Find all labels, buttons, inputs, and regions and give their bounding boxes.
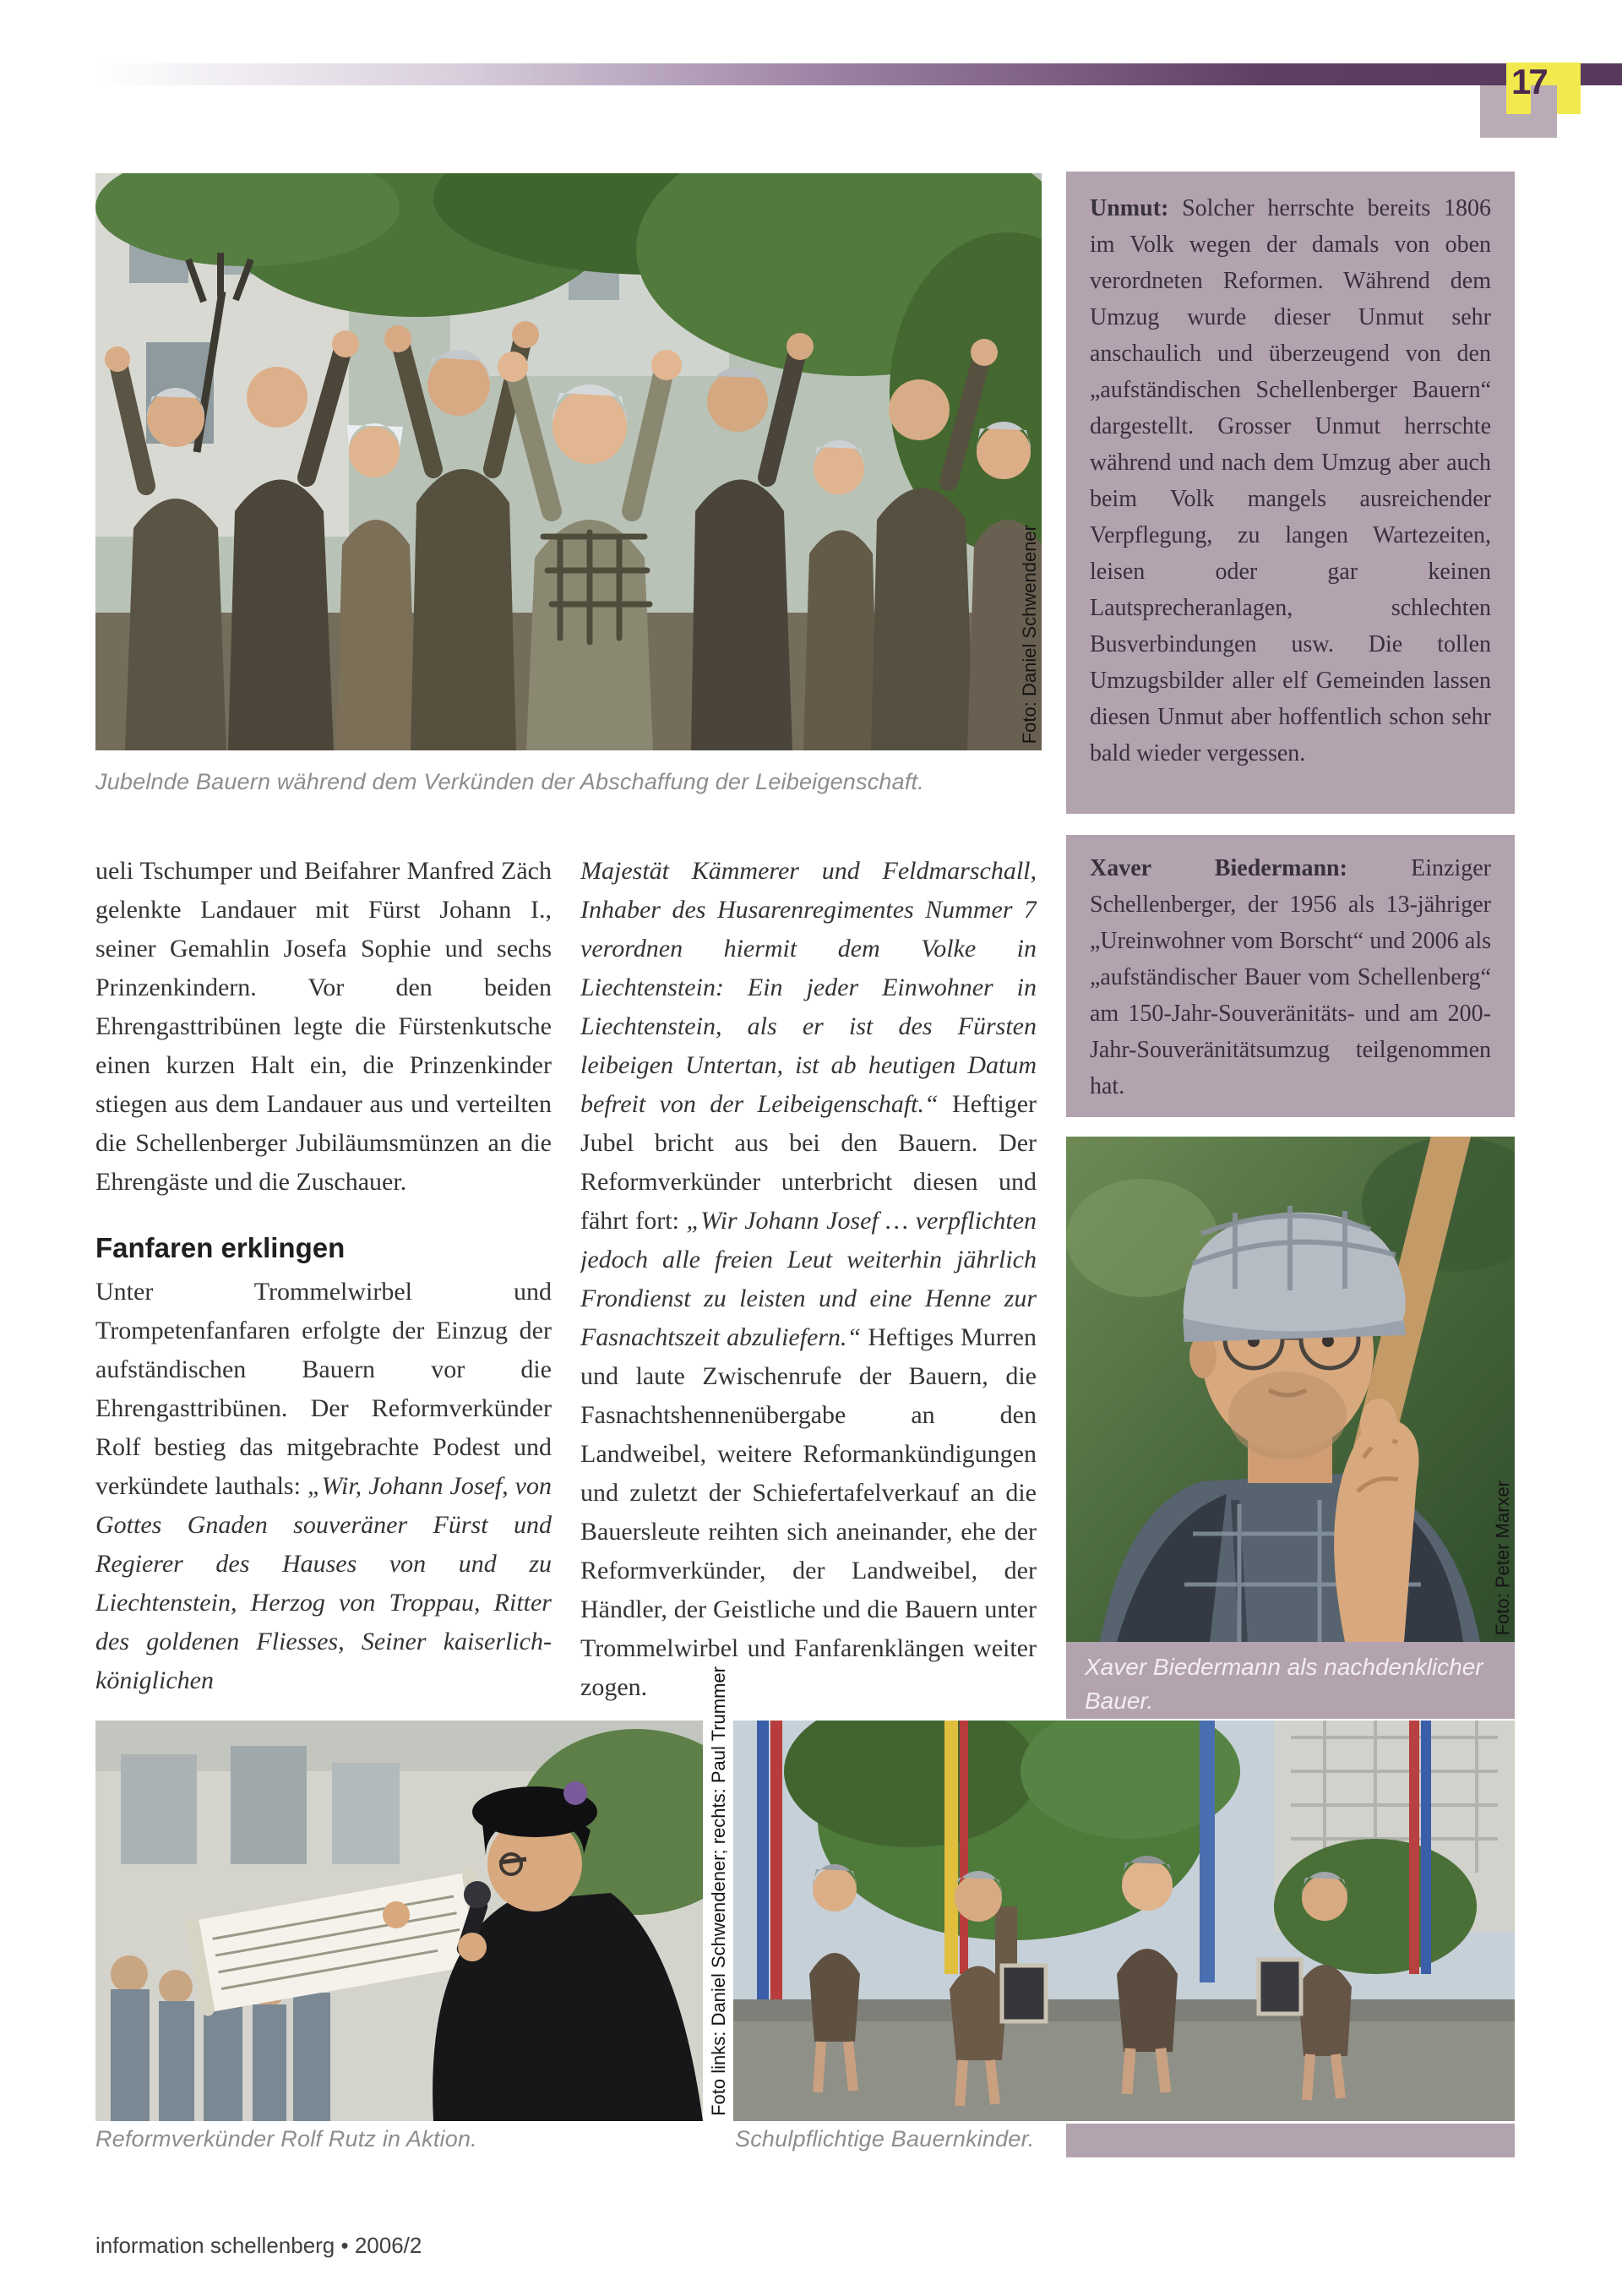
sidebar-xaver-body: Einziger Schellenberger, der 1956 als 13-jähriger „Ureinwohner vom Borscht“ und 2006 als „aufständischer Bauer vom Schellenberg“ am 150-Jahr-Souveränitäts- und am 200-Jahr-Souveränitätsumzug teilgenommen hat. — [1090, 855, 1491, 1099]
article-column-2 — [580, 852, 1037, 1726]
photo-bauernkinder — [733, 1721, 1515, 2121]
article-paragraph-3: Majestät Kämmerer und Feldmarschall, Inhaber des Husarenregimentes Nummer 7 verordnen hiermit dem Volke in Liechtenstein: Ein jeder Einwohner in Liechtenstein, als er ist des Fürsten leibeigen Untertan, ist ab heutigen Datum befreit von der Leibeigenschaft.“ Heftiger Jubel bricht aus bei den Bauern. Der Reformverkünder unterbricht diesen und fährt fort: „Wir Johann Josef … verpflichten jedoch alle freien Leut weiterhin jährlich Frondienst zu leisten und eine Henne zur Fasnachtszeit abzuliefern.“ Heftiges Murren und laute Zwischenrufe der Bauern, die Fasnachtshennenübergabe an den Landweibel, weitere Reformankündigungen und zuletzt der Schiefertafelverkauf an die Bauersleute reihten sich aneinander, ehe der Reformverkünder, der Landweibel, der Händler, der Geistliche und die Bauern unter Trommelwirbel und Fanfarenklängen weiter zogen. — [580, 857, 1037, 1701]
caption-block-portrait — [1066, 1642, 1515, 1719]
header-gradient-bar — [0, 63, 1622, 85]
sidebar-unmut-lead: Unmut: — [1090, 195, 1169, 221]
sidebar-unmut-body: Solcher herrschte bereits 1806 im Volk wegen der damals von oben verordneten Reformen. Während dem Umzug wurde dieser Unmut sehr anschaulich und überzeugend von den „aufständischen Schellenberger Bauern“ dargestellt. Grosser Unmut herrschte während und nach dem Umzug aber auch beim Volk mangels ausreichender Verpflegung, zu langen Wartezeiten, leisen oder gar keinen Lautsprecheranlagen, schlechten Busverbindungen usw. Die tollen Umzugsbilder aller elf Gemeinden lassen diesen Unmut aber hoffentlich schon sehr bald wieder vergessen. — [1090, 195, 1491, 766]
sidebar-box-xaver — [1066, 835, 1515, 1117]
photo-credit-portrait: Foto: Peter Marxer — [1492, 1480, 1513, 1635]
photo-cheering-farmers — [95, 173, 1042, 750]
caption-top-photo: Jubelnde Bauern während dem Verkünden der Abschaffung der Leibeigenschaft. — [95, 769, 924, 794]
photo-credit-top: Foto: Daniel Schwendener — [1019, 524, 1040, 744]
sidebar-unmut-text — [1090, 190, 1491, 772]
photo-xaver-biedermann — [1066, 1137, 1515, 1642]
sidebar-xaver-lead: Xaver Biedermann: — [1090, 855, 1347, 881]
photo-rolf-rutz — [95, 1721, 703, 2121]
article-heading: Fanfaren erklingen — [95, 1232, 346, 1263]
cheering-farmers-illustration — [95, 173, 1042, 750]
caption-bottom-right: Schulpflichtige Bauernkinder. — [735, 2126, 1035, 2151]
photo-credit-bottom: Foto links: Daniel Schwendener; rechts: Paul Trummer — [708, 1666, 729, 2116]
xaver-portrait-illustration — [1066, 1137, 1515, 1642]
footer-imprint: information schellenberg • 2006/2 — [95, 2233, 422, 2258]
sidebar-box-unmut — [1066, 172, 1515, 814]
article-column-1 — [95, 852, 552, 1721]
caption-portrait: Xaver Biedermann als nachdenklicher Bauer. — [1085, 1654, 1483, 1714]
sidebar-xaver-text — [1090, 850, 1491, 1104]
article-paragraph-1: ueli Tschumper und Beifahrer Manfred Zäch gelenkte Landauer mit Fürst Johann I., seiner Gemahlin Josefa Sophie und sechs Prinzenkindern. Vor den beiden Ehrengasttribünen legte die Fürstenkutsche einen kurzen Halt ein, die Prinzenkinder stiegen aus dem Landauer aus und verteilten die Schellenberger Jubiläumsmünzen an die Ehrengäste und die Zuschauer. — [95, 857, 552, 1196]
photo-credit-bottom-container — [703, 1666, 733, 2116]
decor-mauve-strip — [1066, 2124, 1515, 2157]
caption-bottom-left: Reformverkünder Rolf Rutz in Aktion. — [95, 2126, 477, 2151]
page-number: 17 — [1511, 62, 1546, 101]
rolf-rutz-illustration — [95, 1721, 703, 2121]
bauernkinder-illustration — [733, 1721, 1515, 2121]
article-paragraph-2: Unter Trommelwirbel und Trompetenfanfaren erfolgte der Einzug der aufständischen Bauern vor die Ehrengasttribünen. Der Reformverkünder Rolf bestieg das mitgebrachte Podest und verkündete lauthals: „Wir, Johann Josef, von Gottes Gnaden souveräner Fürst und Regierer des Hauses von und zu Liechtenstein, Herzog von Troppau, Ritter des goldenen Fliesses, Seiner kaiserlich-königlichen — [95, 1278, 552, 1694]
